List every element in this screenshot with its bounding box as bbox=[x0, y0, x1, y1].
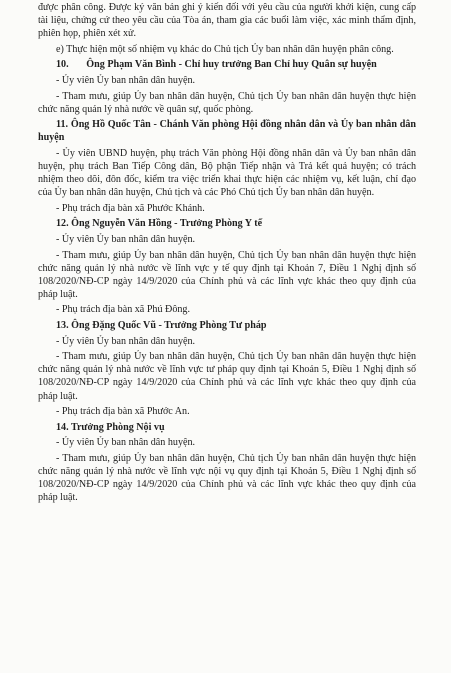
section-heading bbox=[38, 118, 416, 144]
body-paragraph: được phân công. Được ký văn bản ghi ý kiến đối với yêu cầu của người khởi kiện, cung cấp tài liệu, chứng cứ theo yêu cầu của Tòa án, tham gia các buổi làm việc, xác minh thẩm định, phiên họp, phiên xét xử. bbox=[38, 2, 416, 40]
section-number: 11. bbox=[56, 119, 69, 131]
section-title: Ông Phạm Văn Bình - Chỉ huy trưởng Ban Chỉ huy Quân sự huyện bbox=[86, 59, 377, 71]
body-paragraph: - Tham mưu, giúp Ủy ban nhân dân huyện, Chủ tịch Ủy ban nhân dân huyện thực hiện chức năng quản lý nhà nước về lĩnh vực y tế quy định tại Khoản 7, Điều 1 Nghị định số 108/2020/NĐ-CP ngày 14/9/2020 của Chính phủ và các lĩnh vực khác theo quy định của pháp luật. bbox=[38, 249, 416, 300]
section-title: Trưởng Phòng Nội vụ bbox=[70, 421, 165, 433]
section-number: 10. bbox=[56, 59, 69, 71]
body-paragraph: - Tham mưu, giúp Ủy ban nhân dân huyện, Chủ tịch Ủy ban nhân dân huyện thực hiện chức năng quản lý nhà nước về lĩnh vực tư pháp quy định tại Khoản 5, Điều 1 Nghị định số 108/2020/NĐ-CP ngày 14/9/2020 của Chính phủ và các lĩnh vực khác theo quy định của pháp luật. bbox=[38, 351, 416, 402]
body-paragraph: - Ủy viên Ủy ban nhân dân huyện. bbox=[56, 234, 196, 245]
section-number: 13. bbox=[56, 320, 69, 332]
section-heading bbox=[38, 217, 416, 230]
section-title: Ông Nguyễn Văn Hồng - Trưởng Phòng Y tế bbox=[71, 218, 263, 230]
section-title: Ông Hồ Quốc Tân - Chánh Văn phòng Hội đồng nhân dân và Ủy ban nhân dân huyện bbox=[38, 119, 417, 144]
section-number: 12. bbox=[56, 218, 69, 230]
body-paragraph: - Ủy viên Ủy ban nhân dân huyện. bbox=[56, 335, 196, 347]
section-number: 14. bbox=[56, 421, 69, 433]
section-title: Ông Đặng Quốc Vũ - Trưởng Phòng Tư pháp bbox=[71, 320, 267, 332]
section-heading bbox=[38, 421, 416, 434]
body-paragraph: e) Thực hiện một số nhiệm vụ khác do Chủ tịch Ủy ban nhân dân huyện phân công. bbox=[56, 43, 394, 55]
body-paragraph: - Phụ trách địa bàn xã Phước Khánh. bbox=[56, 202, 205, 214]
body-paragraph: - Phụ trách địa bàn xã Phú Đông. bbox=[56, 304, 190, 316]
section-heading bbox=[38, 58, 416, 71]
body-paragraph: - Ủy viên Ủy ban nhân dân huyện. bbox=[56, 437, 196, 449]
body-paragraph: - Phụ trách địa bàn xã Phước An. bbox=[56, 406, 190, 418]
body-paragraph: - Ủy viên UBND huyện, phụ trách Văn phòng Hội đồng nhân dân và Ủy ban nhân dân huyện, phụ trách Ban Tiếp Công dân, Bộ phận Tiếp nhận và Trả kết quả huyện; có trách nhiệm theo dõi, đôn đốc, kiểm tra việc triển khai thực hiện các nhiệm vụ, kết luận, chỉ đạo của Ủy ban nhân dân huyện, Chủ tịch và các Phó Chủ tịch Ủy ban nhân dân huyện. bbox=[38, 147, 416, 199]
body-paragraph: - Tham mưu, giúp Ủy ban nhân dân huyện, Chủ tịch Ủy ban nhân dân huyện thực hiện chức năng quản lý nhà nước về lĩnh vực nội vụ quy định tại Khoản 5, Điều 1 Nghị định số 108/2020/NĐ-CP ngày 14/9/2020 của Chính phủ và các lĩnh vực khác theo quy định của pháp luật. bbox=[38, 452, 416, 504]
body-paragraph: - Tham mưu, giúp Ủy ban nhân dân huyện, Chủ tịch Ủy ban nhân dân huyện thực hiện chức năng quản lý nhà nước về quân sự, quốc phòng. bbox=[38, 90, 416, 115]
body-paragraph: - Ủy viên Ủy ban nhân dân huyện. bbox=[56, 74, 196, 86]
section-heading bbox=[38, 319, 416, 332]
